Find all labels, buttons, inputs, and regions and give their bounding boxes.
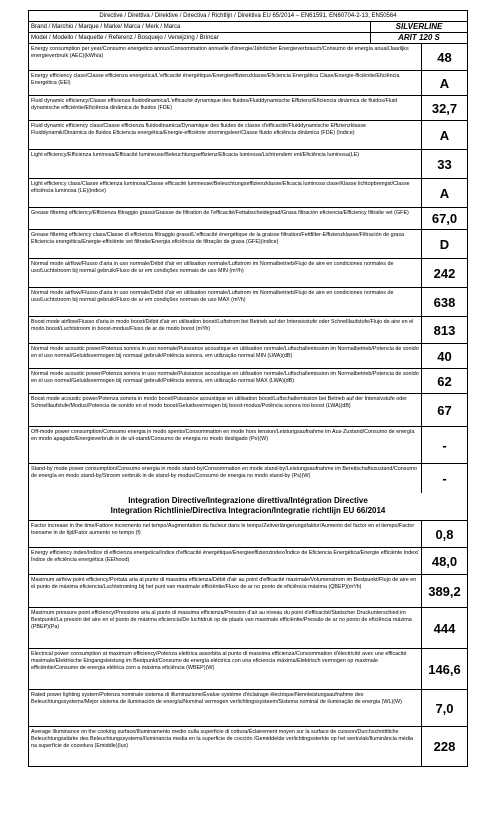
spec-row	[29, 288, 467, 317]
spec-description: Normal mode airflow/Flusso d'aria in uso normale/Débit d'air en utilisation normale/Luftstrom im Normalbetrieb/Flujo de aire en condiciones normales de uso/Luchtstroom bij normal gebruik/Fluxo de ar em condições normais de uso MAX (m³/h)	[29, 288, 422, 316]
spec-value: 32,7	[431, 100, 458, 116]
integration-line-2: Integration Richtlinie/Directiva Integracion/Integratie richtlijn EU 66/2014	[110, 506, 386, 515]
spec-value: 40	[437, 348, 452, 364]
spec-description: Normal mode acoustic power/Potenza sonora in uso normale/Puissance acoustique en utilisation normale/Luftschallemission im Normalbetrieb/Potencia de sonido en el uso normal/Geluidsvermogen bij normaal gebruik/Potência sonora, em utilização normal MIN (LWA)(dB)	[29, 344, 422, 368]
spec-description: Maximum pressure point efficiency/Pressione aria al punto di massima efficienza/Pression d'air au niveau du point d'efficacité/Statischer Druckunterschied im Bestpunkt/La presión del aire en el punto de máxima eficiencia/De luchtdruk op de plaats van maximale efficiëntie/Pressão de ar no ponto de eficiência máxima (PBEP)(Pa)	[29, 608, 422, 648]
spec-value: 48	[437, 49, 452, 65]
spec-value: 638	[433, 294, 456, 310]
spec-value: 48,0	[431, 553, 458, 569]
spec-value: 67	[437, 402, 452, 418]
spec-row	[29, 44, 467, 71]
spec-row	[29, 394, 467, 427]
spec-description: Rated power lighting system/Potenza nominale sistema di illuminazione/Évalue système d'éclairage électrique/Nennleistungsaufnahme des Beleuchtungssystems/Mejor sistema de iluminación de energía/Nominal vermogen verlichtingssysteem/Sistema nominal de iluminação de energia (WL)(W)	[29, 690, 422, 726]
spec-value: 7,0	[435, 700, 454, 716]
eu65-rows	[29, 44, 467, 493]
spec-value: A	[439, 185, 450, 201]
spec-value: 0,8	[435, 526, 454, 542]
spec-value: 228	[433, 739, 456, 754]
spec-description: Factor increase in the time/Fattore incremento nel tempo/Augmentation du facteur dans le temps/Zeitverlängerungsfaktor/Aumento del factor en el tiempo/Factor toename in de tijd/Fator aumento no tempo (f)	[29, 521, 422, 547]
spec-row	[29, 521, 467, 548]
spec-description: Boost mode airflow/Flusso d'aria in modo boost/Débit d'air en utilisation boost/Luftstrom bei Betrieb auf der Intensivstufe oder Schnelllaufstufe/Flujo de aire en el modo boost/Luchtstroom in boost-modus/Fluxo de ar de modo boost (m³/h)	[29, 317, 422, 343]
spec-description: Fluid dynamic efficiency/Classe efficienza fluidodinamica/L'efficacité dynamique des fluides/Fluiddynamische Effizienz/Eficiencia dinámica de fluidos/Fluid dynamische efficiëntie/Eficiência dinâmica de fluidos (FDE)	[29, 96, 422, 120]
spec-row	[29, 71, 467, 96]
spec-row	[29, 259, 467, 288]
spec-row	[29, 649, 467, 690]
eu66-rows	[29, 521, 467, 766]
spec-value: -	[442, 471, 447, 486]
spec-row	[29, 464, 467, 493]
spec-value: 33	[437, 156, 452, 172]
model-value: ARIT 120 S	[398, 33, 440, 42]
spec-row	[29, 344, 467, 369]
brand-row	[29, 22, 467, 33]
spec-row	[29, 548, 467, 575]
spec-value: 62	[437, 373, 452, 389]
spec-row	[29, 690, 467, 727]
spec-value: A	[439, 75, 450, 91]
spec-row	[29, 608, 467, 649]
spec-value: D	[439, 236, 450, 252]
integration-banner	[29, 493, 467, 521]
spec-description: Light efficiency/Efficienza luminosa/Efficacité lumineuse/Beleuchtungseffizienz/Eficacia luminosa/Lichtrendem ent/Eficiência luminosa(LE)	[29, 150, 422, 178]
energy-label-sheet	[28, 10, 468, 767]
spec-row	[29, 96, 467, 121]
spec-description: Off-mode power consumption/Consumo energia in modo spento/Consommation en mode hors tension/Leistungsaufnahme im Aus-Zustand/Consumo de energía en modo apagado/Energieverbruik in de uit-stand/Consumo de energia no modo desligado (Po)(W)	[29, 427, 422, 463]
spec-row	[29, 121, 467, 150]
spec-description: Energy efficiency class/Classe efficienza energetica/L'efficacité énergétique/Energieeffizienzklasse/Eficiencia Energética Clase/Energie-fficiëntie/Eficiência Energética (EEI)	[29, 71, 422, 95]
spec-row	[29, 727, 467, 766]
spec-description: Light efficiency class/Classe efficienza luminosa/Classe efficacité lumineuse/Beleuchtungseffizienzklasse/Eficacia luminosa clase/Klasse lichtopbrengst/Classe eficiência luminosa (LE)(indice)	[29, 179, 422, 207]
spec-value: 146,6	[428, 661, 461, 677]
spec-description: Normal mode airflow/Flusso d'aria in uso normale/Débit d'air en utilisation normale/Luftstrom im Normalbetrieb/Flujo de aire en condiciones normales de uso/Luchtstroom bij normal gebruik/Fluxo de ar em condições normais de uso MIN (m³/h)	[29, 259, 422, 287]
spec-value: 444	[433, 620, 456, 636]
spec-description: Energy efficiency index/Indice di efficienza energetica/Indice d'efficacité énergétique/Energieeffizienzindex/Índice de Eficiencia Energética/Energie efficiënte Index/Índice de eficiência energética (EEIhood)	[29, 548, 422, 574]
brand-value: SILVERLINE	[395, 22, 443, 31]
spec-description: Electrical power consumption at maximum efficiency/Potenza elettrica assorbita al punto di massima efficienza/Consommation d'électricité avec une efficacité maximale/Elektrische Eingangsleistung im Bestpunkt/Consumo de energía eléctrica con una eficiencia máxima/Elektrisch vermogen op maximale efficiëntie/Consumo de energia elétrica com a máxima eficiência (WBEP)(W)	[29, 649, 422, 689]
spec-description: Average illuminance on the cooking surface/Illuminamento medio sulla superficie di cottura/Éclairement moyen sur la surface de cuisson/Durchschnittliche Beleuchtungsstärke des Beleuchtungssystems/Iluminancia media en la superficie de cocción /Gemiddelde verlichtingssterkte op het werkvlak/Iluminância média na superfície de cozedura (Emiddle)(lux)	[29, 727, 422, 766]
spec-description: Normal mode acoustic power/Potenza sonora in uso normale/Puissance acoustique en utilisation normale/Luftschallemission im Normalbetrieb/Potencia de sonido en el uso normal/Geluidsvermogen bij normaal gebruik/Potência sonora, em utilização normal MAX (LWA)(dB)	[29, 369, 422, 393]
model-row	[29, 33, 467, 44]
spec-description: Fluid dynamic efficiency class/Classe efficienza fluidodinamica/Dynamique des fluides de classe d'efficacité/Fluiddynamische Effizienzklasse Fluiddynamik/Dinámica de fluidos Eficiencia energética/Energie-efficiënte stromingsleer/Classe fluido eficiência dinâmica (FDE) (Indice)	[29, 121, 422, 149]
brand-label: Brand / Marchio / Marque / Marke/ Marca / Merk / Marca	[29, 22, 371, 32]
spec-value: 813	[433, 322, 456, 338]
spec-description: Maximum airflow point efficiency/Portata aria al punto di massima efficienza/Débit d'air au point d'efficacité maximale/Volumenstrom im Bestpunkt/Flujo de aire en el punto de máxima eficiencia/Luchtstroming bij het punt van maximale efficiëntie/Fluxo de ar no ponto de eficiência máxima (QBEP)(m³/h)	[29, 575, 422, 607]
spec-row	[29, 369, 467, 394]
spec-row	[29, 150, 467, 179]
directive-header: Directive / Direttiva / Direktive / Directiva / Richtlijn / Direktiva EU 65/2014 – EN61591, EN60704-2-13, EN50564	[29, 11, 467, 22]
spec-description: Energy consumption per year/Consumo energetico annuo/Consommation annuelle d'énergie/Jährlicher Energieverbrauch/Consumo de energía anual/Jaarlijks energieverbruik (AEC)(kWh/a)	[29, 44, 422, 70]
spec-row	[29, 317, 467, 344]
spec-value: 67,0	[431, 211, 458, 226]
spec-value: 242	[433, 265, 456, 281]
spec-value: -	[442, 437, 447, 453]
spec-description: Boost mode acoustic power/Potenza sonora in modo boost/Puissance acoustique en utilisation boost/Luftschallemission bei Betrieb auf der Intensivstufe oder Schnelllaufstufe/Modus/Potencia de sonido en el modo boost/Geluidsvermogen bij boost-modus/Potência sonora too boost (LWA)(dB)	[29, 394, 422, 426]
integration-line-1: Integration Directive/Integrazione direttiva/Intégration Directive	[128, 496, 368, 505]
spec-row	[29, 179, 467, 208]
spec-value: 389,2	[428, 583, 461, 599]
spec-description: Grease filtering efficiency/Efficienza filtraggio grassi/Graisse de filtration de l'efficacité/Fettabscheidegrad/Grasa filtración eficiencia/Efficiency filtratie vet (GFE)	[29, 208, 422, 229]
spec-description: Grease filtering efficiency class/Classe di efficienza filtraggio grassi/L'efficacité énergétique de la graisse filtration/Fettfilter-Effizienzklasse/Filtración de grasa Eficiencia energética/Energie-efficiënte vet filtratie/Energia eficiência de filtração de graxa (GFE)(indice)	[29, 230, 422, 258]
spec-description: Stand-by mode power consumption/Consumo energia in modo stand-by/Consommation en mode stand-by/Leistungsaufnahme im Bereitschaftszustand/Consumo de energía en modo stand-by/Stroom verbruik in de stand-by modus/Consumo de energia no modo stand-by (Ps)(W)	[29, 464, 422, 493]
spec-row	[29, 208, 467, 230]
spec-row	[29, 575, 467, 608]
spec-value: A	[439, 127, 450, 143]
spec-row	[29, 230, 467, 259]
spec-row	[29, 427, 467, 464]
model-label: Model / Modello / Maquette / Referenz / Bosquejo / Verwijzing / Brincar	[29, 33, 371, 43]
